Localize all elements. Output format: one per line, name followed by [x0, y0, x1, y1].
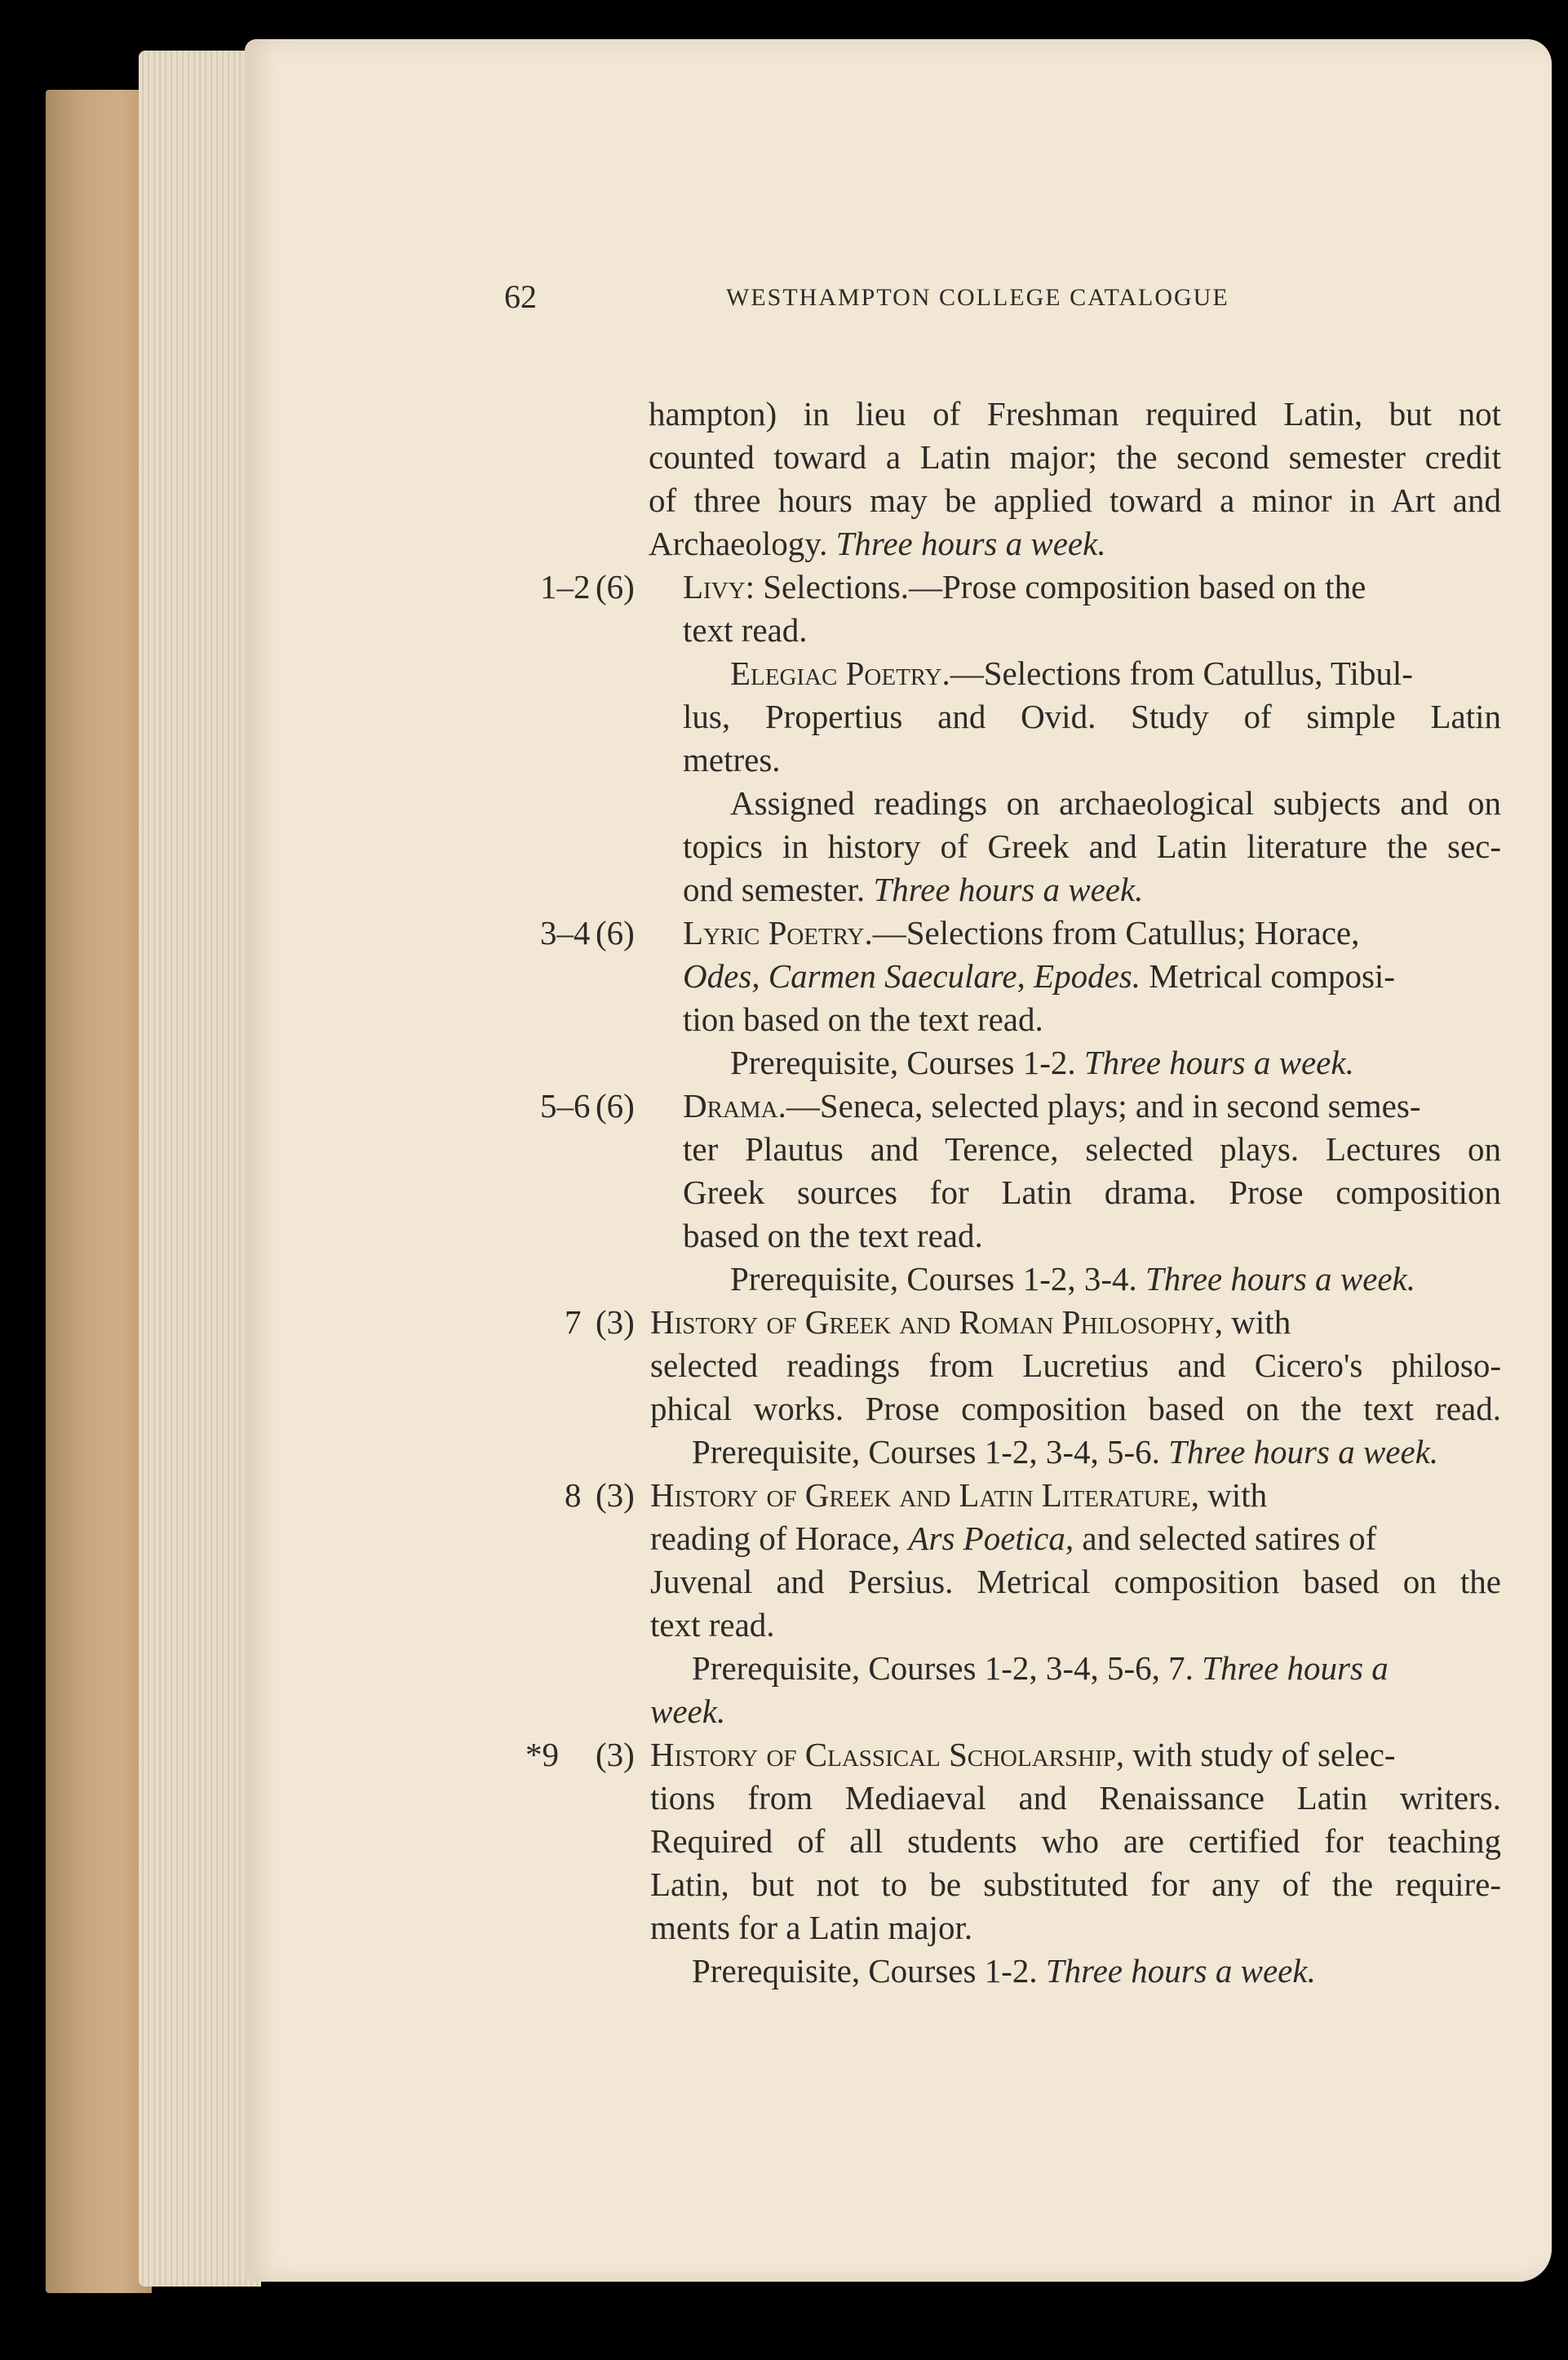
course-text: Selections.—Prose composition based on the [763, 568, 1366, 606]
course-line: text read. [683, 611, 808, 649]
hours-note: Three hours a week. [1045, 1952, 1316, 1990]
course-number: *9 [525, 1736, 559, 1773]
course-text: with [1198, 1476, 1268, 1514]
course-number: 8 [565, 1476, 582, 1514]
intro-line: counted toward a Latin major; the second semester credit [649, 438, 1501, 476]
course-line [692, 1950, 1544, 1991]
course-line [730, 1258, 1568, 1299]
hours-note: Three hours a [1202, 1649, 1389, 1687]
course-line: lus, Propertius and Ovid. Study of simple Latin [683, 698, 1501, 735]
course-credit: (6) [596, 914, 635, 952]
course-line: tion based on the text read. [683, 1000, 1043, 1038]
course-title: Livy: [683, 568, 755, 606]
book-cover-edge [46, 90, 152, 2293]
course-line: week. [650, 1692, 726, 1730]
course-text: ond semester. [683, 871, 866, 908]
course-title: History of Classical Scholarship, [650, 1736, 1125, 1773]
running-head: WESTHAMPTON COLLEGE CATALOGUE [726, 284, 1229, 311]
course-number: 5–6 [540, 1087, 591, 1125]
hours-note: Three hours a week. [873, 871, 1144, 908]
course-line: Juvenal and Persius. Metrical composition based on the [650, 1563, 1501, 1600]
hours-note: Three hours a week. [1083, 1044, 1354, 1081]
course-line: Latin, but not to be substituted for any of the require- [650, 1865, 1501, 1903]
course-line: topics in history of Greek and Latin literature the sec- [683, 827, 1501, 865]
intro-line [649, 523, 1501, 564]
course-line [683, 869, 1535, 910]
course-line: tions from Mediaeval and Renaissance Latin writers. [650, 1779, 1501, 1817]
prerequisite: Prerequisite, Courses 1-2, 3-4, 5-6, 7. [692, 1649, 1194, 1687]
course-title: Lyric Poetry. [683, 914, 873, 952]
course-subtitle: Elegiac Poetry. [730, 654, 950, 692]
course-line: metres. [683, 741, 781, 779]
prerequisite: Prerequisite, Courses 1-2, 3-4. [730, 1260, 1137, 1298]
course-line: text read. [650, 1606, 775, 1644]
catalogue-page [245, 39, 1552, 2282]
course-line [683, 912, 1501, 953]
course-line [692, 1648, 1544, 1688]
course-text: with [1223, 1303, 1291, 1341]
course-credit: (3) [596, 1736, 635, 1773]
course-line [683, 566, 1501, 607]
hours-note: Three hours a week. [835, 525, 1106, 562]
course-line: Required of all students who are certified for teaching [650, 1822, 1501, 1860]
course-line: selected readings from Lucretius and Cicero's philoso- [650, 1346, 1501, 1384]
course-text: with study of selec- [1124, 1736, 1396, 1773]
hours-note: Three hours a week. [1145, 1260, 1415, 1298]
course-text: and selected satires of [1082, 1519, 1377, 1557]
course-text: —Selections from Catullus; Horace, [872, 914, 1360, 952]
course-line [730, 1042, 1568, 1083]
work-title: Ars Poetica, [908, 1519, 1074, 1557]
course-line [650, 1518, 1503, 1559]
prerequisite: Prerequisite, Courses 1-2. [692, 1952, 1038, 1990]
prerequisite: Prerequisite, Courses 1-2, 3-4, 5-6. [692, 1433, 1160, 1471]
intro-text: Archaeology. [649, 525, 828, 562]
page-text [245, 39, 1552, 2282]
course-credit: (6) [596, 1087, 635, 1125]
course-title: Drama. [683, 1087, 786, 1125]
course-title: History of Greek and Roman Philosophy, [650, 1303, 1224, 1341]
course-line [683, 1085, 1501, 1126]
course-text: —Seneca, selected plays; and in second semes- [786, 1087, 1421, 1125]
course-credit: (3) [596, 1303, 635, 1341]
course-text: —Selections from Catullus, Tibul- [950, 654, 1413, 692]
intro-line: hampton) in lieu of Freshman required Latin, but not [649, 395, 1501, 433]
course-text: Metrical composi- [1149, 957, 1395, 995]
course-line: Greek sources for Latin drama. Prose composition [683, 1173, 1501, 1211]
course-number: 3–4 [540, 914, 591, 952]
course-text: reading of Horace, [650, 1519, 901, 1557]
course-credit: (3) [596, 1476, 635, 1514]
page-number: 62 [504, 278, 537, 315]
course-line [650, 1734, 1501, 1775]
prerequisite: Prerequisite, Courses 1-2. [730, 1044, 1076, 1081]
course-line: phical works. Prose composition based on the text read. [650, 1390, 1501, 1427]
work-titles: Odes, Carmen Saeculare, Epodes. [683, 957, 1141, 995]
course-line: based on the text read. [683, 1217, 983, 1254]
course-line [650, 1302, 1501, 1342]
hours-note: Three hours a week. [1168, 1433, 1439, 1471]
course-line [683, 956, 1535, 996]
course-title: History of Greek and Latin Literature, [650, 1476, 1199, 1514]
course-number: 1–2 [540, 568, 591, 606]
course-line [730, 653, 1501, 694]
course-number: 7 [565, 1303, 582, 1341]
page-edge-stack [139, 51, 261, 2287]
course-line [692, 1431, 1544, 1472]
course-line [650, 1475, 1501, 1515]
course-line: ments for a Latin major. [650, 1909, 973, 1946]
course-line: Assigned readings on archaeological subjects and on [730, 784, 1501, 822]
course-line: ter Plautus and Terence, selected plays. Lectures on [683, 1130, 1501, 1168]
intro-line: of three hours may be applied toward a minor in Art and [649, 481, 1501, 519]
course-credit: (6) [596, 568, 635, 606]
